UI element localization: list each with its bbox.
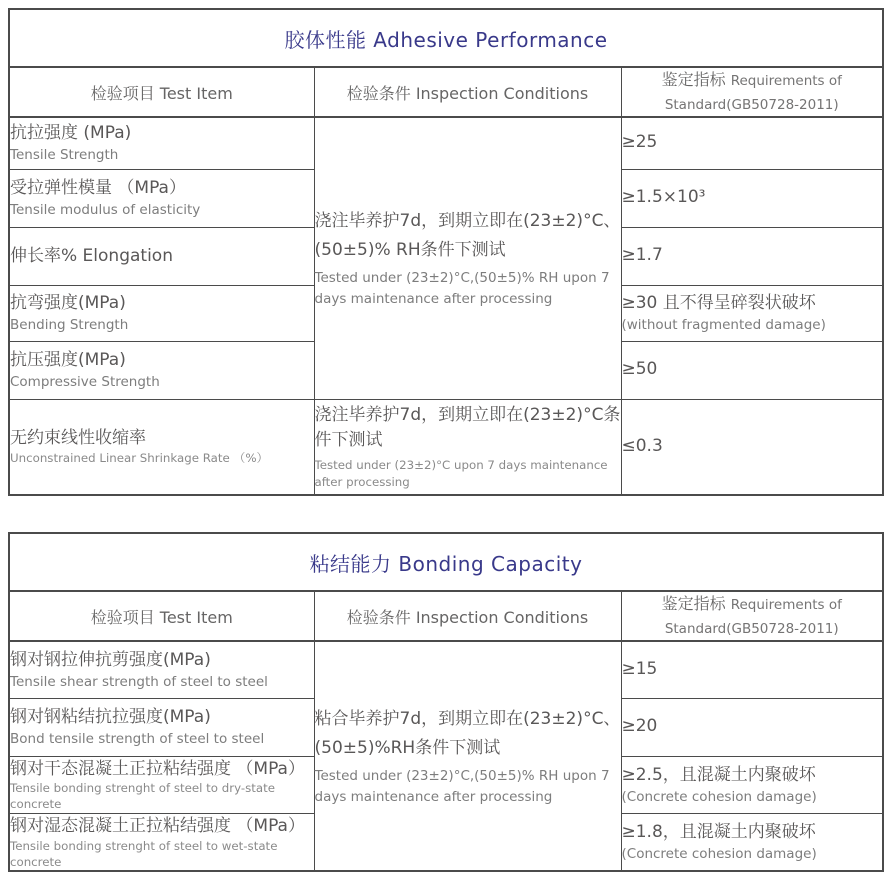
conditions-en: Tested under (23±2)°C,(50±5)% RH upon 7 days maintenance after processing [314, 768, 610, 805]
item-cell [9, 698, 314, 756]
conditions-zh: 粘合毕养护7d，到期立即在(23±2)°C、(50±5)%RH条件下测试 [314, 708, 621, 759]
header-inspection-conditions: 检验条件 Inspection Conditions [314, 67, 621, 117]
requirement-cell [621, 169, 883, 227]
item-label-zh: 伸长率% Elongation [10, 245, 173, 266]
requirement-value: ≥25 [621, 132, 658, 153]
adhesive-table-title: 胶体性能 Adhesive Performance [9, 9, 883, 67]
bonding-title-row [9, 533, 883, 591]
item-label-zh: 钢对钢粘结抗拉强度(MPa) [10, 707, 211, 728]
item-label-zh: 受拉弹性模量 （MPa） [10, 178, 186, 199]
requirement-value: ≥1.7 [621, 245, 663, 266]
adhesive-header-row [9, 67, 883, 117]
item-cell [9, 399, 314, 495]
requirement-note: (without fragmented damage) [621, 316, 826, 333]
table-row-tensile-strength [9, 117, 883, 169]
table-row-steel-shear [9, 641, 883, 698]
requirement-cell [621, 698, 883, 756]
requirement-note: (Concrete cohesion damage) [621, 788, 817, 805]
requirement-value: ≥15 [621, 658, 658, 679]
requirement-value: ≥20 [621, 716, 658, 737]
item-label-zh: 钢对钢拉伸抗剪强度(MPa) [10, 649, 211, 670]
item-cell [9, 169, 314, 227]
item-cell [9, 756, 314, 813]
conditions-cell-main [314, 117, 621, 399]
requirement-value: ≤0.3 [621, 435, 663, 456]
item-label-en: Tensile bonding strenght of steel to wet-state concrete [10, 838, 278, 869]
item-cell [9, 117, 314, 169]
item-cell [9, 341, 314, 399]
header-requirements-en: Requirements of Standard(GB50728-2011) [664, 73, 842, 113]
item-cell [9, 285, 314, 341]
bonding-header-row [9, 591, 883, 641]
requirement-cell [621, 341, 883, 399]
requirement-cell [621, 813, 883, 871]
adhesive-performance-table [8, 8, 884, 496]
item-label-zh: 无约束线性收缩率 [10, 428, 146, 449]
conditions-en: Tested under (23±2)°C upon 7 days maintenance after processing [314, 457, 608, 489]
requirement-cell [621, 117, 883, 169]
item-label-en: Bond tensile strength of steel to steel [10, 730, 265, 747]
item-label-zh: 钢对干态混凝土正拉粘结强度 （MPa） [10, 758, 305, 779]
header-requirements [621, 67, 883, 117]
item-label-en: Unconstrained Linear Shrinkage Rate （%） [10, 451, 269, 466]
conditions-zh: 浇注毕养护7d，到期立即在(23±2)°C、(50±5)% RH条件下测试 [314, 210, 621, 261]
header-requirements [621, 591, 883, 641]
item-label-en: Tensile modulus of elasticity [10, 201, 201, 218]
header-requirements-zh: 鉴定指标 [661, 70, 726, 89]
conditions-cell-main [314, 641, 621, 871]
item-label-en: Tensile shear strength of steel to steel [10, 673, 268, 690]
item-label-zh: 抗弯强度(MPa) [10, 293, 126, 314]
header-test-item: 检验项目 Test Item [9, 591, 314, 641]
requirement-cell [621, 399, 883, 495]
header-requirements-en: Requirements of Standard(GB50728-2011) [664, 597, 842, 637]
requirement-value: ≥2.5，且混凝土内聚破坏 [621, 764, 816, 785]
header-inspection-conditions: 检验条件 Inspection Conditions [314, 591, 621, 641]
item-label-zh: 钢对湿态混凝土正拉粘结强度 （MPa） [10, 815, 305, 836]
requirement-value: ≥1.5×10³ [621, 187, 706, 208]
adhesive-title-row [9, 9, 883, 67]
item-label-en: Bending Strength [10, 316, 129, 333]
requirement-cell [621, 285, 883, 341]
requirement-value: ≥30 且不得呈碎裂状破坏 [621, 292, 816, 313]
requirement-cell [621, 641, 883, 698]
bonding-capacity-table [8, 532, 884, 872]
header-test-item: 检验项目 Test Item [9, 67, 314, 117]
conditions-en: Tested under (23±2)°C,(50±5)% RH upon 7 days maintenance after processing [314, 270, 610, 307]
item-cell [9, 813, 314, 871]
conditions-zh: 浇注毕养护7d，到期立即在(23±2)°C条件下测试 [314, 404, 621, 451]
item-label-en: Tensile Strength [10, 147, 119, 164]
item-label-zh: 抗压强度(MPa) [10, 350, 126, 371]
item-cell [9, 227, 314, 285]
conditions-cell-shrinkage [314, 399, 621, 495]
header-requirements-zh: 鉴定指标 [661, 594, 726, 613]
item-label-zh: 抗拉强度 (MPa) [10, 123, 132, 144]
table-row-linear-shrinkage [9, 399, 883, 495]
requirement-cell [621, 227, 883, 285]
bonding-table-title: 粘结能力 Bonding Capacity [9, 533, 883, 591]
requirement-note: (Concrete cohesion damage) [621, 846, 817, 863]
item-label-en: Compressive Strength [10, 373, 160, 390]
requirement-cell [621, 756, 883, 813]
item-label-en: Tensile bonding strenght of steel to dry-state concrete [10, 781, 276, 812]
requirement-value: ≥1.8，且混凝土内聚破坏 [621, 822, 816, 843]
item-cell [9, 641, 314, 698]
requirement-value: ≥50 [621, 359, 658, 380]
